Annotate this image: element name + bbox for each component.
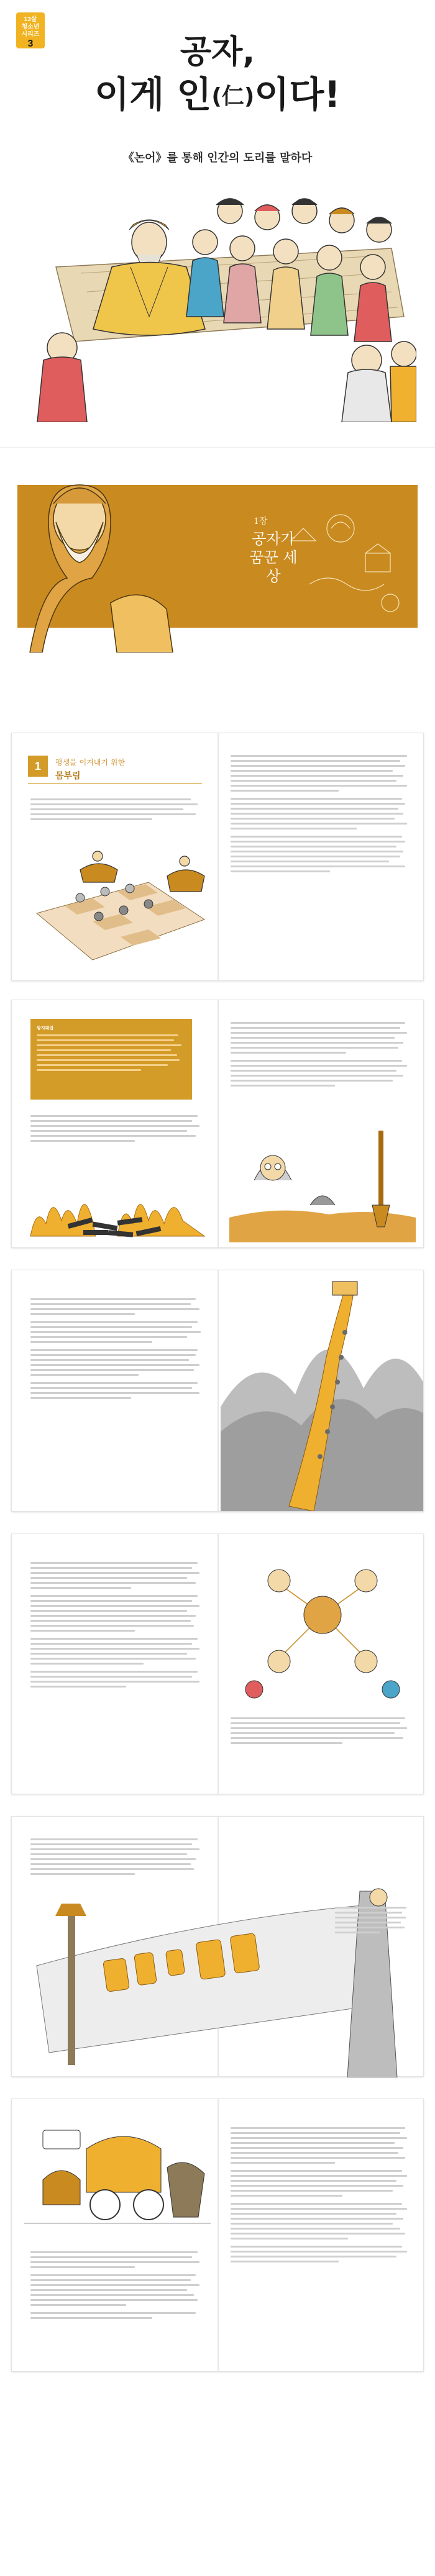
ox-cart-illustration	[24, 2112, 211, 2236]
spread-2	[11, 1000, 424, 1248]
body-text-right	[231, 752, 411, 875]
chessboard-battle-illustration	[24, 839, 211, 963]
spread-4	[11, 1534, 424, 1794]
body-text-left	[30, 1835, 204, 1878]
chapter-opener	[0, 447, 435, 658]
gutter	[218, 1270, 219, 1511]
series-number: 3	[27, 38, 34, 49]
body-text-left	[30, 1295, 204, 1402]
cover-title-part-b: 이다!	[254, 73, 341, 116]
gutter	[218, 2099, 219, 2371]
buried-scholars-illustration	[229, 1118, 416, 1242]
body-text-left	[30, 2248, 204, 2322]
gutter	[218, 1534, 219, 1794]
side-caption	[335, 1904, 410, 1937]
chapter-title: 공자가 꿈꾼 세상	[249, 530, 298, 585]
cover-illustration	[19, 174, 416, 422]
side-note-title: 왕지패업	[37, 1026, 54, 1031]
relationship-diagram-illustration	[229, 1547, 416, 1708]
confucius-figure	[93, 220, 205, 335]
gutter	[218, 733, 219, 980]
burning-books-illustration	[24, 1162, 211, 1242]
book-cover	[0, 0, 435, 428]
body-text-right	[231, 1019, 411, 1090]
great-wall-illustration	[221, 1270, 423, 1511]
series-label-3: 시리즈	[21, 31, 40, 38]
series-label-2: 청소년	[21, 24, 40, 30]
section-number-badge: 1	[28, 756, 48, 777]
cover-title-paren: (仁)	[211, 84, 255, 110]
gutter	[218, 1000, 219, 1247]
body-text-left	[30, 1112, 204, 1145]
cover-title-line2	[0, 75, 435, 115]
chapter-number: 1장	[254, 517, 268, 526]
spread-6	[11, 2099, 424, 2372]
section-heading-line1: 평생을 이겨내기 위한	[55, 758, 125, 767]
section-rule	[28, 783, 202, 784]
body-text-right	[231, 1714, 411, 1747]
foreground-students	[37, 333, 416, 422]
spread-5	[11, 1816, 424, 2077]
chapter-illustration	[17, 460, 418, 653]
spread-1	[11, 733, 424, 981]
side-note-box	[30, 1019, 192, 1100]
series-label-1: 13살	[24, 16, 37, 23]
body-text-left	[30, 795, 204, 823]
spread-3	[11, 1270, 424, 1512]
body-text-right	[231, 2124, 411, 2266]
cover-subtitle: 《논어》를 통해 인간의 도리를 말하다	[122, 151, 313, 165]
cover-title-line1: 공자,	[180, 34, 255, 71]
cover-title-part-a: 이게 인	[94, 73, 212, 116]
cover-title	[0, 35, 435, 115]
section-heading-line2: 몸부림	[55, 771, 81, 781]
body-text-left	[30, 1559, 204, 1691]
